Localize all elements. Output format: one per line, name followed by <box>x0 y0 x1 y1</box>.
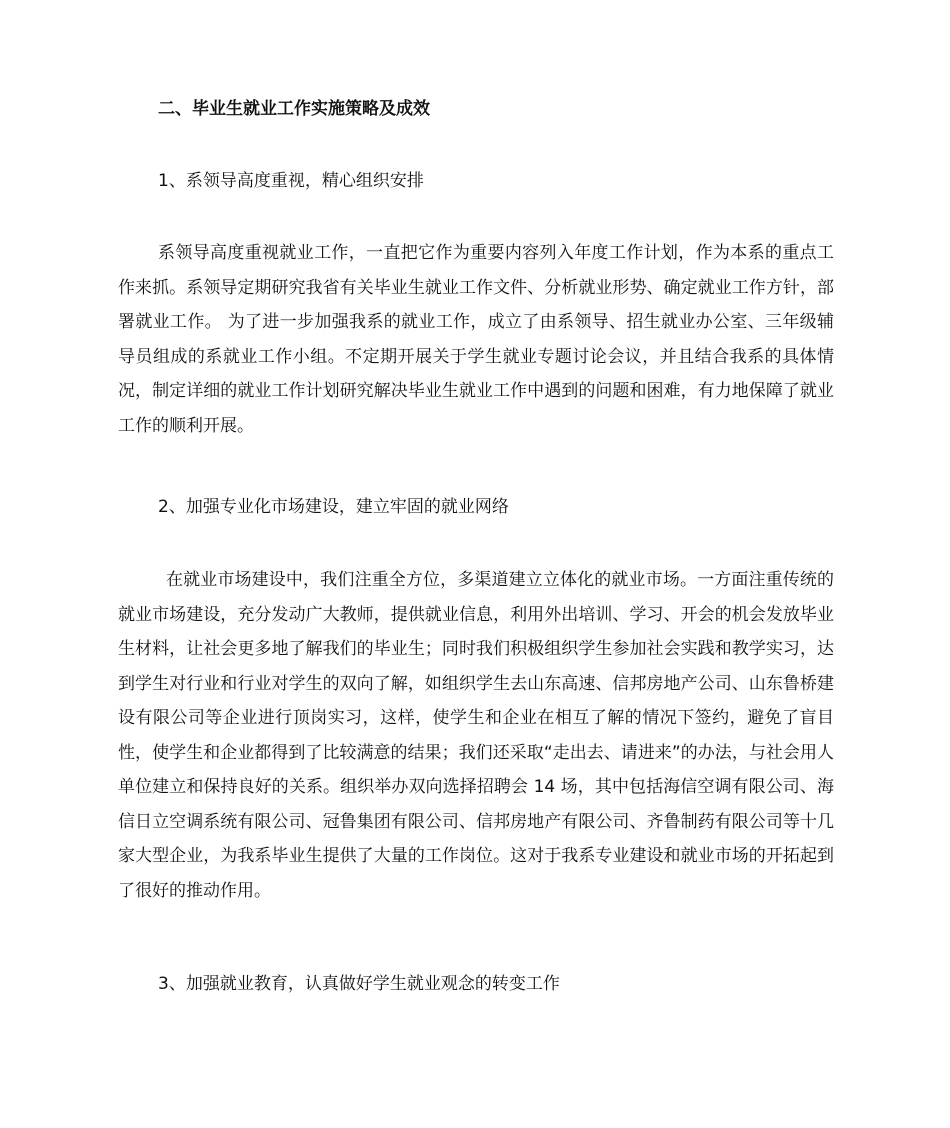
subheading-1: 1、系领导高度重视，精心组织安排 <box>158 171 424 191</box>
paragraph-2: 在就业市场建设中，我们注重全方位，多渠道建立立体化的就业市场。一方面注重传统的就业市场建设，充分发动广大教师，提供就业信息，利用外出培训、学习、开会的机会发放毕业生材料，让社会更多地了解我们的毕业生；同时我们积极组织学生参加社会实践和教学实习，达到学生对行业和行业对学生的双向了解，如组织学生去山东高速、信邦房地产公司、山东鲁桥建设有限公司等企业进行顶岗实习，这样，使学生和企业在相互了解的情况下签约，避免了盲目性，使学生和企业都得到了比较满意的结果；我们还采取“走出去、请进来”的办法，与社会用人单位建立和保持良好的关系。组织举办双向选择招聘会 14 场，其中包括海信空调有限公司、海信日立空调系统有限公司、冠鲁集团有限公司、信邦房地产有限公司、齐鲁制药有限公司等十几家大型企业，为我系毕业生提供了大量的工作岗位。这对于我系专业建设和就业市场的开拓起到了很好的推动作用。 <box>118 570 834 901</box>
paragraph-1: 系领导高度重视就业工作，一直把它作为重要内容列入年度工作计划，作为本系的重点工作来抓。系领导定期研究我省有关毕业生就业工作文件、分析就业形势、确定就业工作方针，部署就业工作。 为了进一步加强我系的就业工作，成立了由系领导、招生就业办公室、三年级辅导员组成的系就业工作小组。不定期开展关于学生就业专题讨论会议，并且结合我系的具体情况，制定详细的就业工作计划研究解决毕业生就业工作中遇到的问题和困难，有力地保障了就业工作的顺利开展。 <box>118 243 834 436</box>
subheading-2: 2、加强专业化市场建设，建立牢固的就业网络 <box>158 497 509 517</box>
subheading-3: 3、加强就业教育，认真做好学生就业观念的转变工作 <box>158 974 560 994</box>
section-title: 二、毕业生就业工作实施策略及成效 <box>158 99 430 119</box>
